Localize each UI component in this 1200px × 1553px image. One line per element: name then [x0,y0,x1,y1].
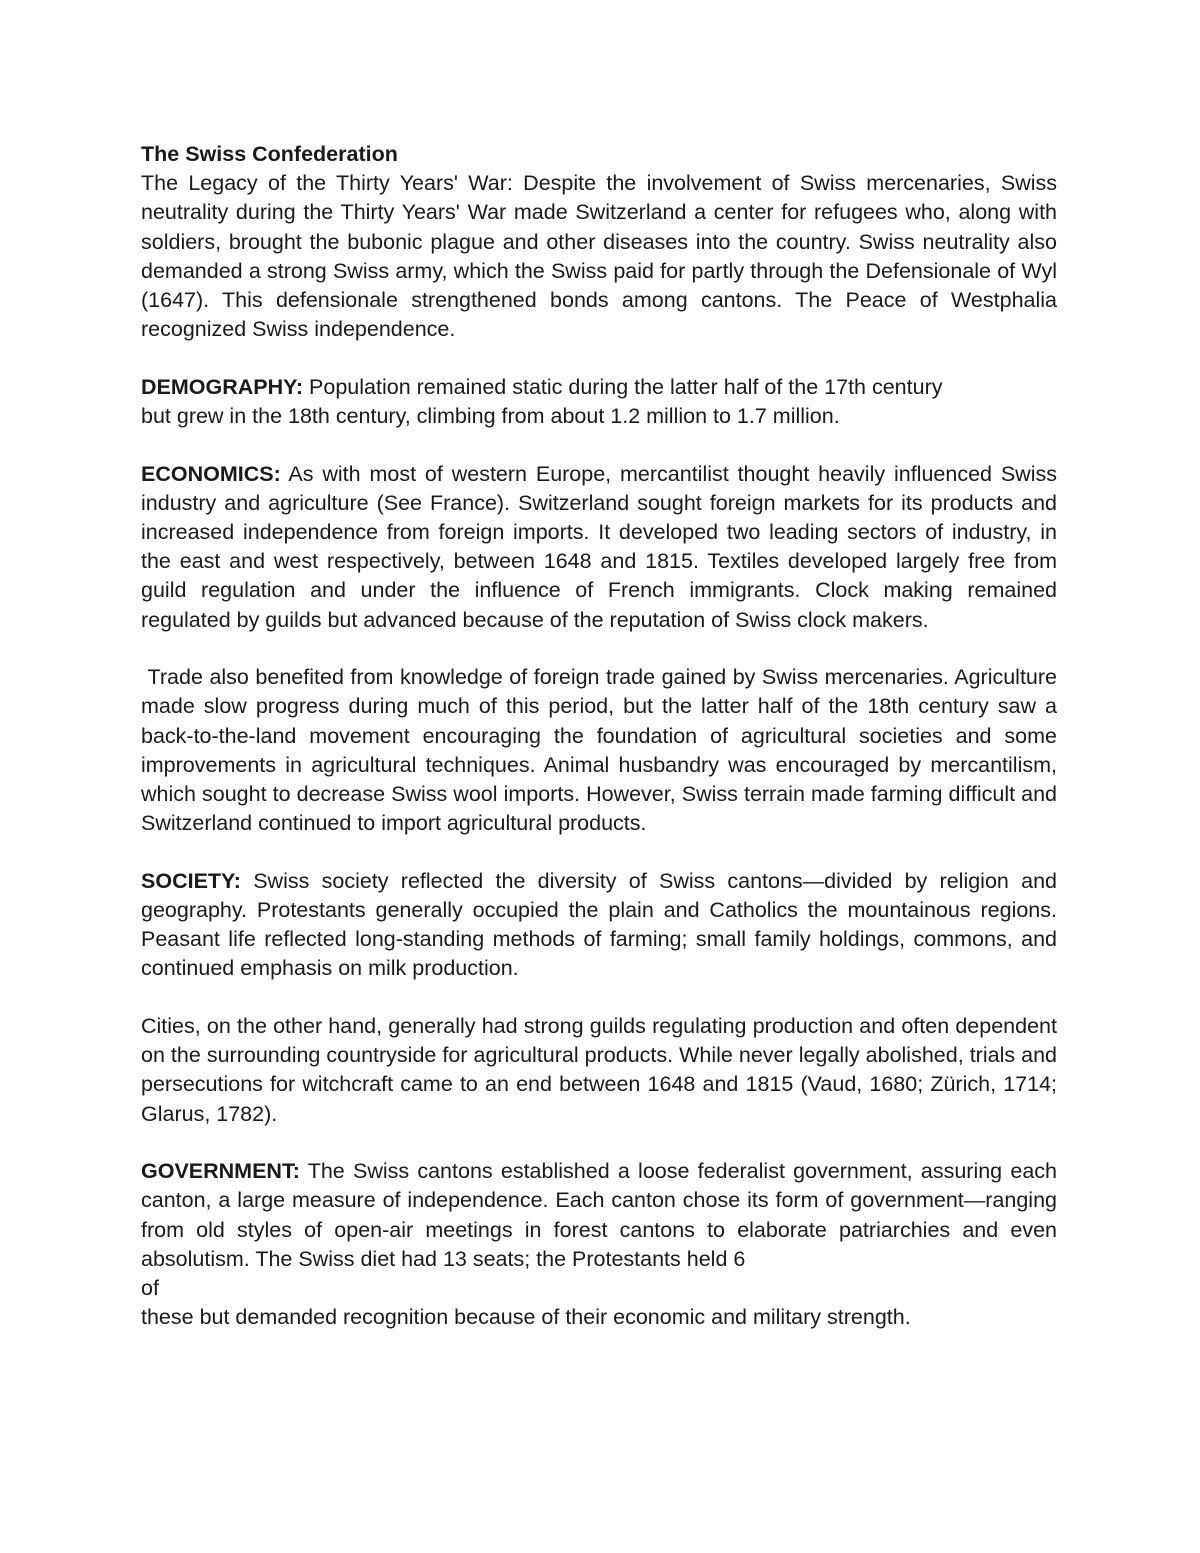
government-heading: GOVERNMENT: [141,1159,300,1184]
cities-paragraph: Cities, on the other hand, generally had strong guilds regulating production and often dependent on the surrounding countryside for agricultural products. While never legally abolished, trials and persecutions for witchcraft came to an end between 1648 and 1815 (Vaud, 1680; Zürich, 1714; Glarus, 1782). [141,1014,1057,1126]
paragraph-spacer [141,1129,1057,1157]
demography-line-2: but grew in the 18th century, climbing from about 1.2 million to 1.7 million. [141,404,840,429]
economics-section [141,460,1057,635]
government-of-line: of [141,1276,159,1301]
demography-section [141,373,1057,431]
economics-heading: ECONOMICS: [141,461,281,486]
demography-line-1: Population remained static during the latter half of the 17th century [303,374,943,399]
society-heading: SOCIETY: [141,868,241,893]
paragraph-spacer [141,431,1057,459]
paragraph-spacer [141,344,1057,372]
paragraph-spacer [141,984,1057,1012]
paragraph-spacer [141,838,1057,866]
society-section [141,867,1057,984]
government-last-line: these but demanded recognition because of their economic and military strength. [141,1305,911,1330]
trade-paragraph: Trade also benefited from knowledge of foreign trade gained by Swiss mercenaries. Agriculture made slow progress during much of this period, but the latter half of the 18th century saw a back-to-the-land movement encouraging the foundation of agricultural societies and some improvements in agricultural techniques. Animal husbandry was encouraged by mercantilism, which sought to decrease Swiss wool imports. However, Swiss terrain made farming difficult and Switzerland continued to import agricultural products. [141,665,1063,836]
government-text: The Swiss cantons established a loose federalist government, assuring each canton, a large measure of independence. Each canton chose its form of government—ranging from old styles of open-air meetings in forest cantons to elaborate patriarchies and even absolutism. The Swiss diet had 13 seats; the Protestants held 6 [141,1159,1057,1271]
intro-paragraph: The Legacy of the Thirty Years' War: Despite the involvement of Swiss mercenaries, Swiss neutrality during the Thirty Years' War made Switzerland a center for refugees who, along with soldiers, brought the bubonic plague and other diseases into the country. Swiss neutrality also demanded a strong Swiss army, which the Swiss paid for partly through the Defensionale of Wyl (1647). This defensionale strengthened bonds among cantons. The Peace of Westphalia recognized Swiss independence. [141,171,1057,342]
document-title: The Swiss Confederation [141,142,398,166]
paragraph-spacer [141,635,1057,663]
government-section [141,1157,1057,1274]
demography-heading: DEMOGRAPHY: [141,374,304,399]
society-text: Swiss society reflected the diversity of Swiss cantons—divided by religion and geography. Protestants generally occupied the plain and Catholics the mountainous regions. Peasant life reflected long-standing methods of farming; small family holdings, commons, and continued emphasis on milk production. [141,868,1057,981]
economics-text: As with most of western Europe, mercantilist thought heavily influenced Swiss industry and agriculture (See France). Switzerland sought foreign markets for its products and increased independence from foreign imports. It developed two leading sectors of industry, in the east and west respectively, between 1648 and 1815. Textiles developed largely free from guild regulation and under the influence of French immigrants. Clock making remained regulated by guilds but advanced because of the reputation of Swiss clock makers. [141,461,1057,632]
document-page [141,140,1063,1332]
